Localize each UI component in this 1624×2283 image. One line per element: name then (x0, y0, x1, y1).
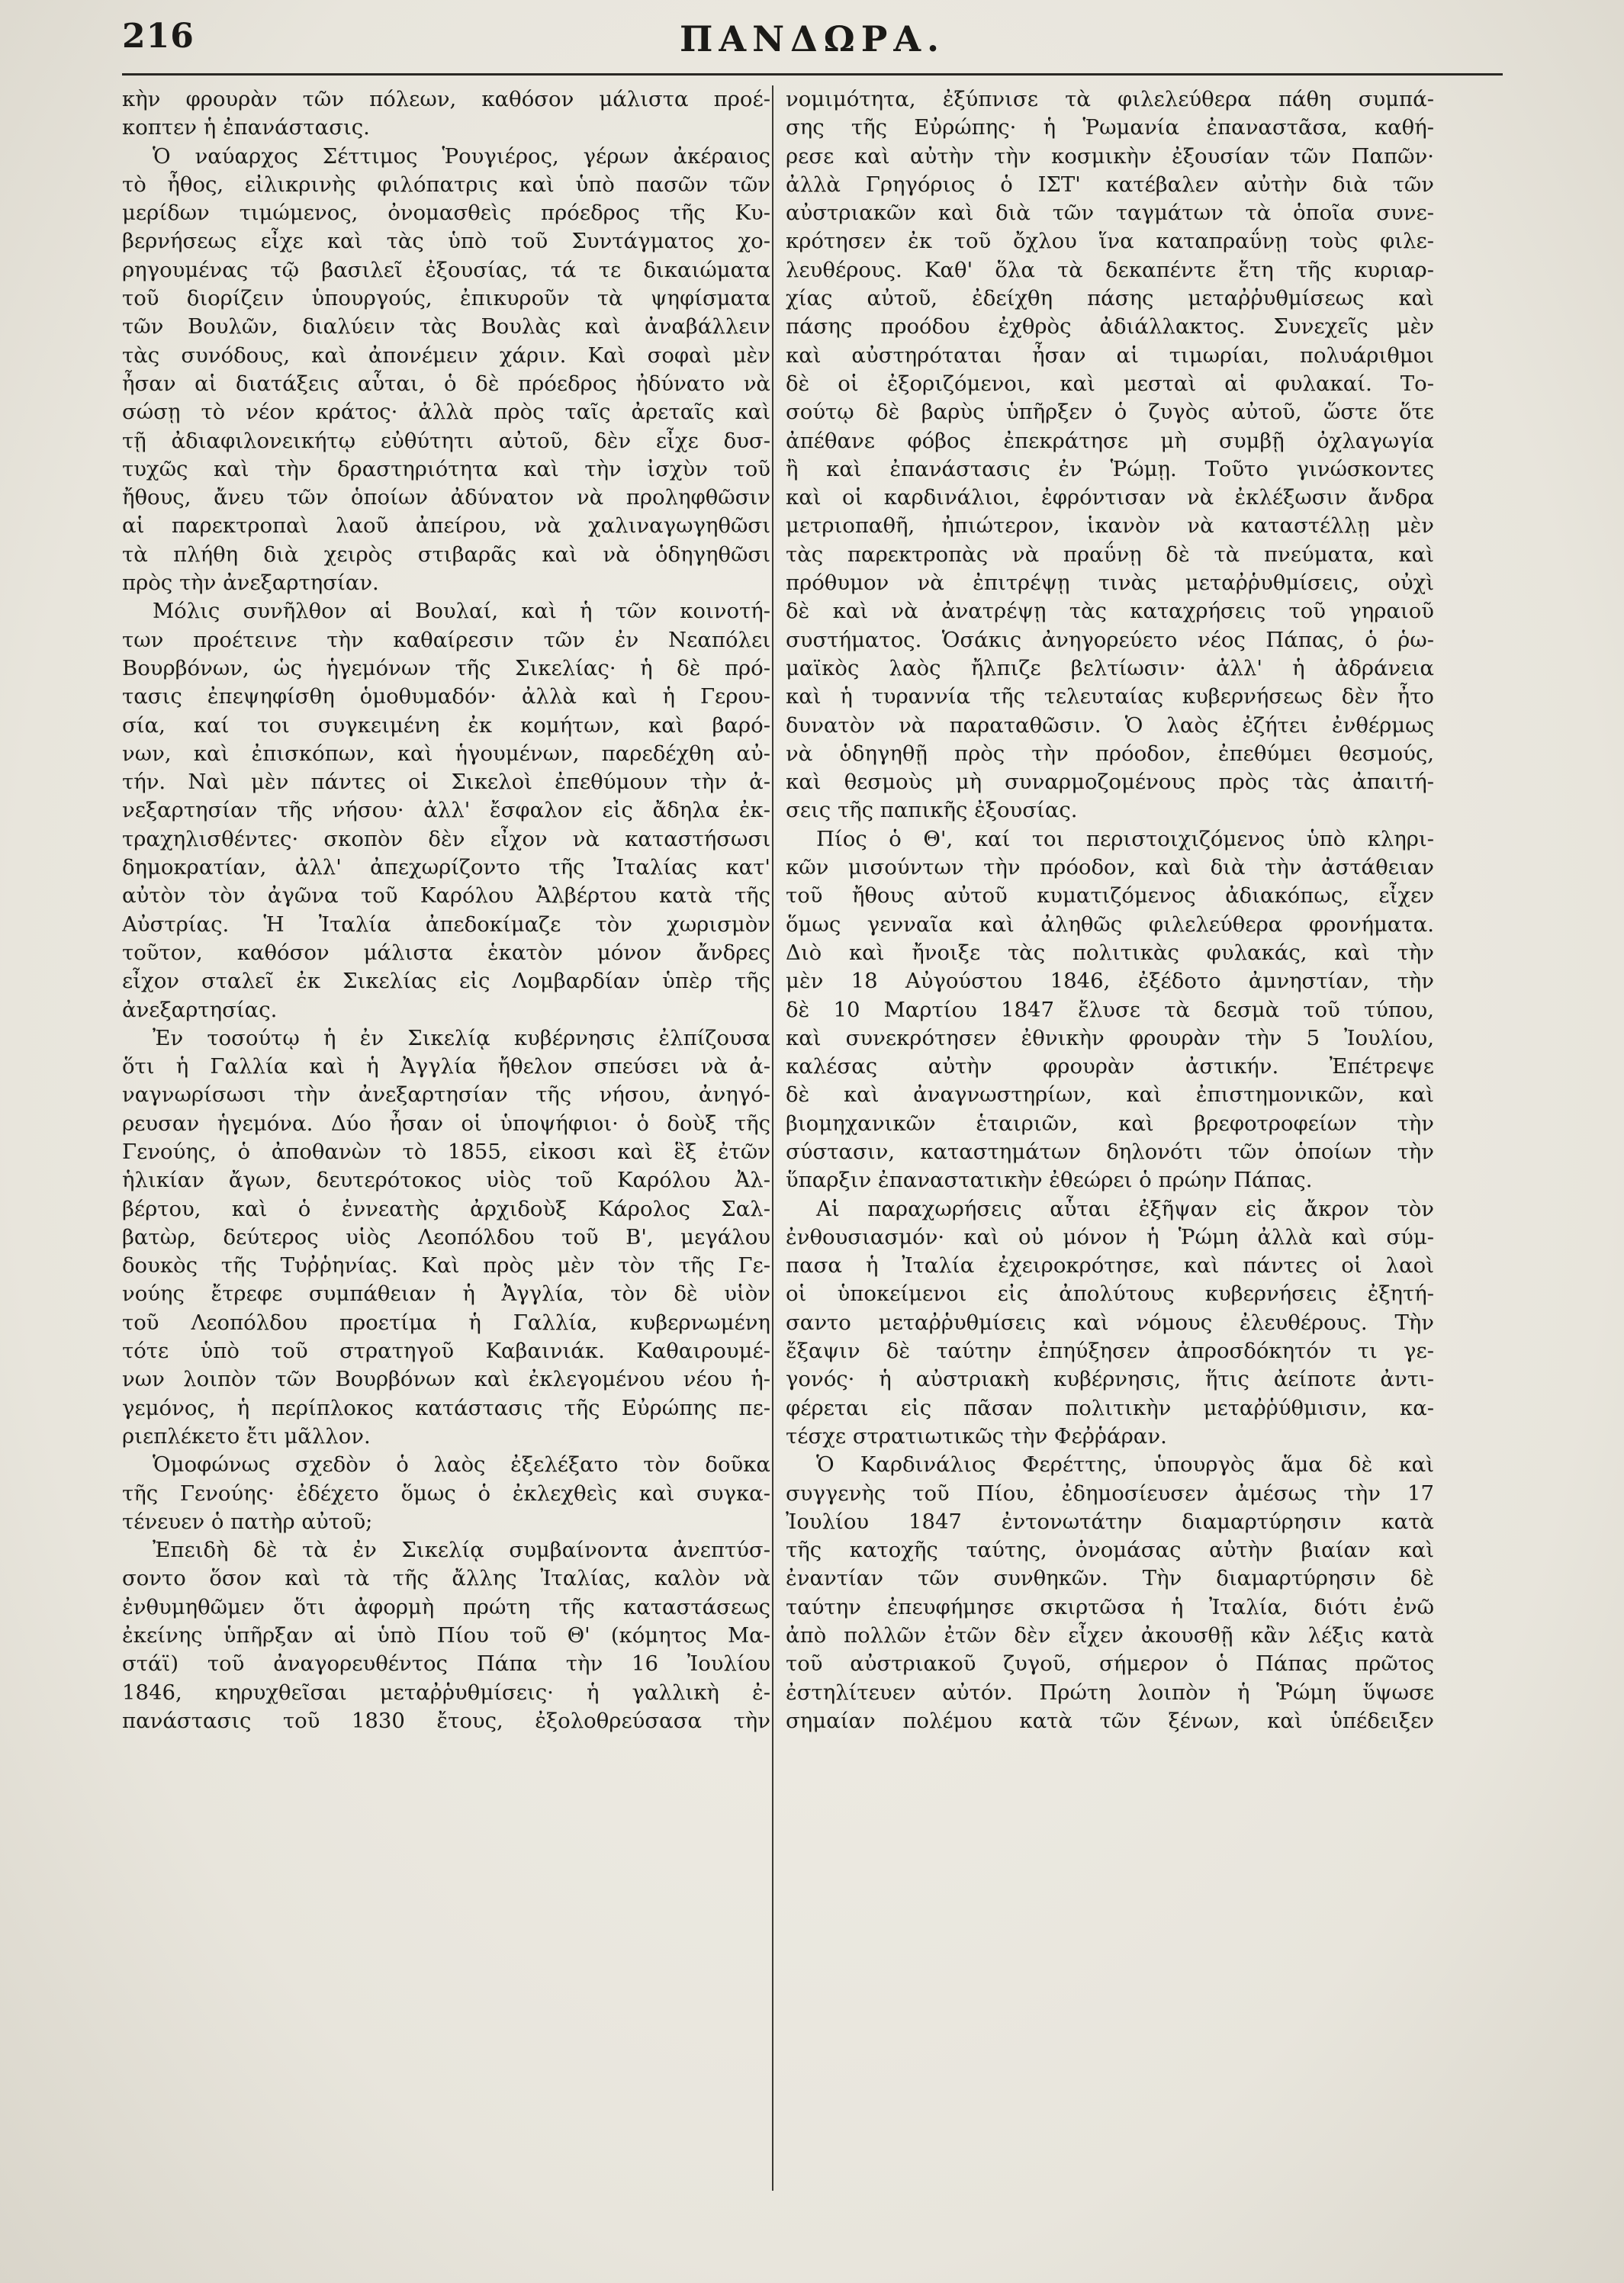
text-line: τὰς συνόδους, καὶ ἀπονέμειν χάριν. Καὶ σοφαὶ μὲν (122, 342, 770, 368)
text-line: αὐστριακῶν καὶ διὰ τῶν ταγμάτων τὰ ὁποῖα συνε- (786, 201, 1434, 226)
text-line: στάϊ) τοῦ ἀναγορευθέντος Πάπα τὴν 16 Ἰουλίου (122, 1651, 770, 1677)
text-line: τοῦ Λεοπόλδου προετίμα ἡ Γαλλία, κυβερνωμένη (122, 1310, 770, 1335)
text-line: τῆς κατοχῆς ταύτης, ὀνομάσας αὐτὴν βιαίαν καὶ (786, 1538, 1434, 1563)
text-line: τένευεν ὁ πατὴρ αὐτοῦ; (122, 1509, 373, 1534)
text-line: σύστασιν, καταστημάτων δηλονότι τῶν ὁποίων τὴν (786, 1139, 1434, 1164)
text-line: ἢ καὶ ἐπανάστασις ἐν Ῥώμῃ. Τοῦτο γινώσκοντες (786, 456, 1434, 481)
text-line: αἱ παρεκτροπαὶ λαοῦ ἀπείρου, νὰ χαλιναγωγηθῶσι (122, 513, 770, 539)
text-line: σία, καί τοι συγκειμένη ἐκ κομήτων, καὶ βαρό- (122, 712, 770, 738)
text-line: Πίος ὁ Θ', καί τοι περιστοιχιζόμενος ὑπὸ κληρι- (816, 826, 1434, 851)
text-line: βέρτου, καὶ ὁ ἐννεατὴς ἀρχιδοὺξ Κάρολος Σαλ- (122, 1196, 770, 1221)
text-line: λευθέρους. Καθ' ὅλα τὰ δεκαπέντε ἔτη τῆς κυριαρ- (786, 257, 1434, 282)
text-line: δουκὸς τῆς Τυῤῥηνίας. Καὶ πρὸς μὲν τὸν τῆς Γε- (122, 1253, 770, 1278)
text-line: καὶ θεσμοὺς μὴ συναρμοζομένους πρὸς τὰς ἀπαιτή- (786, 770, 1434, 795)
text-line: ἦσαν αἱ διατάξεις αὗται, ὁ δὲ πρόεδρος ἠδύνατο νὰ (122, 371, 770, 396)
text-line: ρεσε καὶ αὐτὴν τὴν κοσμικὴν ἐξουσίαν τῶν Παπῶν· (786, 143, 1434, 169)
text-line: πανάστασις τοῦ 1830 ἔτους, ἐξολοθρεύσασα τὴν (122, 1708, 770, 1733)
text-line: καὶ συνεκρότησεν ἐθνικὴν φρουρὰν τὴν 5 Ἰουλίου, (786, 1025, 1434, 1050)
page-number: 216 (122, 17, 195, 56)
text-line: νων λοιπὸν τῶν Βουρβόνων καὶ ἐκλεγομένου νέου ἡ- (122, 1367, 770, 1392)
text-line: τραχηλισθέντες· σκοπὸν δὲν εἶχον νὰ καταστήσωσι (122, 826, 770, 851)
text-line: ὅτι ἡ Γαλλία καὶ ἡ Ἀγγλία ἤθελον σπεύσει νὰ ἀ- (122, 1054, 770, 1079)
text-line: κῶν μισούντων τὴν πρόοδον, καὶ διὰ τὴν ἀστάθειαν (786, 855, 1434, 880)
text-line: τὸ ἦθος, εἰλικρινὴς φιλόπατρις καὶ ὑπὸ πασῶν τῶν (122, 172, 770, 197)
text-line: Ὁ Καρδινάλιος Φερέττης, ὑπουργὸς ἅμα δὲ καὶ (816, 1452, 1434, 1478)
text-line: πρὸς τὴν ἀνεξαρτησίαν. (122, 571, 379, 596)
text-line: δὲ 10 Μαρτίου 1847 ἔλυσε τὰ δεσμὰ τοῦ τύπου, (786, 997, 1434, 1022)
text-line: σεις τῆς παπικῆς ἐξουσίας. (786, 798, 1078, 823)
text-line: βιομηχανικῶν ἑταιριῶν, καὶ βρεφοτροφείων τὴν (786, 1111, 1434, 1136)
text-line: πάσης προόδου ἐχθρὸς ἀδιάλλακτος. Συνεχεῖς μὲν (786, 314, 1434, 339)
text-line: αὐτὸν τὸν ἀγῶνα τοῦ Καρόλου Ἀλβέρτου κατὰ τῆς (122, 883, 770, 908)
text-line: 1846, κηρυχθεῖσαι μεταῤῥυθμίσεις· ἡ γαλλικὴ ἐ- (122, 1680, 770, 1705)
text-line: ἐκείνης ὑπῆρξαν αἱ ὑπὸ Πίου τοῦ Θ' (κόμητος Μα- (122, 1623, 770, 1648)
text-line: τὰς παρεκτροπὰς νὰ πραΰνῃ δὲ τὰ πνεύματα, καὶ (786, 542, 1434, 567)
text-line: μετριοπαθῆ, ἠπιώτερον, ἱκανὸν νὰ καταστέλλῃ μὲν (786, 513, 1434, 539)
text-line: ἀπέθανε φόβος ἐπεκράτησε μὴ συμβῇ ὀχλαγωγία (786, 428, 1434, 453)
text-line: δὲ καὶ ἀναγνωστηρίων, καὶ ἐπιστημονικῶν, καὶ (786, 1082, 1434, 1108)
text-line: φέρεται εἰς πᾶσαν πολιτικὴν μεταῤῥύθμισιν, κα- (786, 1395, 1434, 1420)
text-line: Γενούης, ὁ ἀποθανὼν τὸ 1855, εἰκοσι καὶ ἓξ ἐτῶν (122, 1139, 770, 1164)
journal-title: ΠΑΝΔΩΡΑ. (679, 18, 946, 59)
text-line: τὰ πλήθη διὰ χειρὸς στιβαρᾶς καὶ νὰ ὁδηγηθῶσι (122, 542, 770, 567)
text-line: τοῦ ἤθους αὐτοῦ κυματιζόμενος ἀδιακόπως, εἶχεν (786, 883, 1434, 908)
text-line: σης τῆς Εὐρώπης· ἡ Ῥωμανία ἐπαναστᾶσα, καθή- (786, 115, 1434, 140)
text-line: Ἐν τοσούτῳ ἡ ἐν Σικελίᾳ κυβέρνησις ἐλπίζουσα (153, 1025, 770, 1050)
text-line: κρότησεν ἐκ τοῦ ὄχλου ἵνα καταπραΰνῃ τοὺς φιλε- (786, 229, 1434, 254)
text-line: σημαίαν πολέμου κατὰ τῶν ξένων, καὶ ὑπέδειξεν (786, 1708, 1434, 1733)
page-header (122, 17, 1503, 70)
text-line: τῆς Γενούης· ἐδέχετο ὅμως ὁ ἐκλεχθεὶς καὶ συγκα- (122, 1481, 770, 1506)
text-line: καὶ ἡ τυραννία τῆς τελευταίας κυβερνήσεως δὲν ἦτο (786, 684, 1434, 709)
text-line: τῶν Βουλῶν, διαλύειν τὰς Βουλὰς καὶ ἀναβάλλειν (122, 314, 770, 339)
text-line: σοντο ὅσον καὶ τὰ τῆς ἄλλης Ἰταλίας, καλὸν νὰ (122, 1566, 770, 1591)
text-line: Ὁμοφώνως σχεδὸν ὁ λαὸς ἐξελέξατο τὸν δοῦκα (153, 1452, 770, 1478)
text-line: ἤθους, ἄνευ τῶν ὁποίων ἀδύνατον νὰ προληφθῶσιν (122, 485, 770, 510)
text-line: ἐστηλίτευεν αὐτόν. Πρώτη λοιπὸν ἡ Ῥώμη ὕψωσε (786, 1680, 1434, 1705)
text-line: Ἐπειδὴ δὲ τὰ ἐν Σικελίᾳ συμβαίνοντα ἀνεπτύσ- (153, 1538, 770, 1563)
text-line: τῇ ἀδιαφιλονεικήτῳ εὐθύτητι αὐτοῦ, δὲν εἶχε δυσ- (122, 428, 770, 453)
text-line: κοπτεν ἡ ἐπανάστασις. (122, 115, 370, 140)
text-line: ρηγουμένας τῷ βασιλεῖ ἐξουσίας, τά τε δικαιώματα (122, 257, 770, 282)
text-line: ἐνθουσιασμόν· καὶ οὐ μόνον ἡ Ῥώμη ἀλλὰ καὶ σύμ- (786, 1224, 1434, 1249)
text-line: τοῦ αὐστριακοῦ ζυγοῦ, σήμερον ὁ Πάπας πρῶτος (786, 1651, 1434, 1677)
text-line: γονός· ἡ αὐστριακὴ κυβέρνησις, ἥτις ἀείποτε ἀντι- (786, 1367, 1434, 1392)
text-line: ἐναντίαν τῶν συνθηκῶν. Τὴν διαμαρτύρησιν δὲ (786, 1566, 1434, 1591)
text-line: δυνατὸν νὰ παραταθῶσιν. Ὁ λαὸς ἐζήτει ἐνθέρμως (786, 712, 1434, 738)
text-line: ἐνθυμηθῶμεν ὅτι ἀφορμὴ πρώτη τῆς καταστάσεως (122, 1594, 770, 1619)
left-column (122, 85, 770, 1735)
text-line: τοῦ διορίζειν ὑπουργούς, ἐπικυροῦν τὰ ψηφίσματα (122, 286, 770, 311)
text-line: τότε ὑπὸ τοῦ στρατηγοῦ Καβαινιάκ. Καθαιρουμέ- (122, 1339, 770, 1364)
text-line: τήν. Ναὶ μὲν πάντες οἱ Σικελοὶ ἐπεθύμουν τὴν ἀ- (122, 770, 770, 795)
text-line: δημοκρατίαν, ἀλλ' ἀπεχωρίζοντο τῆς Ἰταλίας κατ' (122, 855, 770, 880)
text-line: Ὁ ναύαρχος Σέττιμος Ῥουγιέρος, γέρων ἀκέραιος (153, 143, 770, 169)
text-line: συστήματος. Ὁσάκις ἀνηγορεύετο νέος Πάπας, ὁ ῥω- (786, 627, 1434, 652)
text-line: κὴν φρουρὰν τῶν πόλεων, καθόσον μάλιστα προέ- (122, 87, 770, 111)
text-line: ἡλικίαν ἄγων, δευτερότοκος υἱὸς τοῦ Καρόλου Ἀλ- (122, 1168, 770, 1193)
text-line: Ἰουλίου 1847 ἐντονωτάτην διαμαρτύρησιν κατὰ (786, 1509, 1434, 1534)
text-line: ναγνωρίσωσι τὴν ἀνεξαρτησίαν τῆς νήσου, ἀνηγό- (122, 1082, 770, 1108)
text-line: Διὸ καὶ ἤνοιξε τὰς πολιτικὰς φυλακάς, καὶ τὴν (786, 940, 1434, 965)
text-line: γεμόνος, ἡ περίπλοκος κατάστασις τῆς Εὐρώπης πε- (122, 1395, 770, 1420)
text-line: τοῦτον, καθόσον μάλιστα ἑκατὸν μόνον ἄνδρες (122, 940, 770, 965)
text-line: Βουρβόνων, ὡς ἡγεμόνων τῆς Σικελίας· ἡ δὲ πρό- (122, 655, 770, 680)
text-line: Αἱ παραχωρήσεις αὗται ἐξῆψαν εἰς ἄκρον τὸν (816, 1196, 1434, 1221)
right-column (786, 85, 1434, 1735)
text-line: σούτῳ δὲ βαρὺς ὑπῆρξεν ὁ ζυγὸς αὐτοῦ, ὥστε ὅτε (786, 400, 1434, 425)
text-line: ὅμως γενναῖα καὶ ἀληθῶς φιλελεύθερα φρονήματα. (786, 912, 1434, 937)
text-line: νων, καὶ ἐπισκόπων, καὶ ἡγουμένων, παρεδέχθη αὐ- (122, 741, 770, 766)
text-line: νὰ ὁδηγηθῇ πρὸς τὴν πρόοδον, ἐπεθύμει θεσμούς, (786, 741, 1434, 766)
text-line: Αὐστρίας. Ἡ Ἰταλία ἀπεδοκίμαζε τὸν χωρισμὸν (122, 912, 770, 937)
text-line: ἔξαψιν δὲ ταύτην ἐπηύξησεν ἀπροσδόκητόν τι γε- (786, 1339, 1434, 1364)
column-divider (772, 85, 773, 2191)
text-line: σώσῃ τὸ νέον κράτος· ἀλλὰ πρὸς ταῖς ἀρεταῖς καὶ (122, 400, 770, 425)
text-line: πρόθυμον νὰ ἐπιτρέψῃ τινὰς μεταῤῥυθμίσεις, οὐχὶ (786, 571, 1434, 596)
text-line: δὲ καὶ νὰ ἀνατρέψῃ τὰς καταχρήσεις τοῦ γηραιοῦ (786, 599, 1434, 624)
text-line: νούης ἔτρεφε συμπάθειαν ἡ Ἀγγλία, τὸν δὲ υἱὸν (122, 1281, 770, 1307)
text-line: καὶ οἱ καρδινάλιοι, ἐφρόντισαν νὰ ἐκλέξωσιν ἄνδρα (786, 485, 1434, 510)
text-line: εἶχον σταλεῖ ἐκ Σικελίας εἰς Λομβαρδίαν ὑπὲρ τῆς (122, 969, 770, 994)
text-line: καλέσας αὐτὴν φρουρὰν ἀστικήν. Ἐπέτρεψε (786, 1054, 1434, 1079)
text-line: ὕπαρξιν ἐπαναστατικὴν ἐθεώρει ὁ πρώην Πάπας. (786, 1168, 1313, 1193)
text-line: των προέτεινε τὴν καθαίρεσιν τῶν ἐν Νεαπόλει (122, 627, 770, 652)
text-line: μερίδων τιμώμενος, ὀνομασθεὶς πρόεδρος τῆς Κυ- (122, 201, 770, 226)
text-line: μαϊκὸς λαὸς ἤλπιζε βελτίωσιν· ἀλλ' ἡ ἀδράνεια (786, 655, 1434, 680)
text-line: σαντο μεταῤῥυθμίσεις καὶ νόμους ἐλευθέρους. Τὴν (786, 1310, 1434, 1335)
text-line: τυχῶς καὶ τὴν δραστηριότητα καὶ τὴν ἰσχὺν τοῦ (122, 456, 770, 481)
text-line: καὶ αὐστηρόταται ἦσαν αἱ τιμωρίαι, πολυάριθμοι (786, 342, 1434, 368)
text-line: δὲ οἱ ἐξοριζόμενοι, καὶ μεσταὶ αἱ φυλακαί. Το- (786, 371, 1434, 396)
text-line: χίας αὐτοῦ, ἐδείχθη πάσης μεταῤῥυθμίσεως καὶ (786, 286, 1434, 311)
text-line: ἀλλὰ Γρηγόριος ὁ ΙΣΤ' κατέβαλεν αὐτὴν διὰ τῶν (786, 172, 1434, 197)
header-rule (122, 73, 1503, 76)
text-line: τασις ἐπεψηφίσθη ὁμοθυμαδόν· ἀλλὰ καὶ ἡ Γερου- (122, 684, 770, 709)
text-line: νομιμότητα, ἐξύπνισε τὰ φιλελεύθερα πάθη συμπά- (786, 87, 1434, 111)
text-line: ἀνεξαρτησίας. (122, 997, 278, 1022)
text-line: συγγενὴς τοῦ Πίου, ἐδημοσίευσεν ἀμέσως τὴν 17 (786, 1481, 1434, 1506)
text-line: οἱ ὑποκείμενοι εἰς ἀπολύτους κυβερνήσεις ἐξητή- (786, 1281, 1434, 1307)
text-line: Μόλις συνῆλθον αἱ Βουλαί, καὶ ἡ τῶν κοινοτή- (153, 599, 770, 624)
text-line: μὲν 18 Αὐγούστου 1846, ἐξέδοτο ἀμνηστίαν, τὴν (786, 969, 1434, 994)
text-line: πασα ἡ Ἰταλία ἐχειροκρότησε, καὶ πάντες οἱ λαοὶ (786, 1253, 1434, 1278)
text-line: τέσχε στρατιωτικῶς τὴν Φεῤῥάραν. (786, 1423, 1167, 1449)
text-line: ταύτην ἐπευφήμησε σκιρτῶσα ἡ Ἰταλία, διότι ἐνῶ (786, 1594, 1434, 1619)
text-line: ἀπὸ πολλῶν ἐτῶν δὲν εἶχεν ἀκουσθῇ κἂν λέξις κατὰ (786, 1623, 1434, 1648)
text-line: ριεπλέκετο ἔτι μᾶλλον. (122, 1423, 371, 1449)
text-line: βατὼρ, δεύτερος υἱὸς Λεοπόλδου τοῦ Β', μεγάλου (122, 1224, 770, 1249)
text-line: νεξαρτησίαν τῆς νήσου· ἀλλ' ἔσφαλον εἰς ἄδηλα ἐκ- (122, 798, 770, 823)
text-line: βερνήσεως εἶχε καὶ τὰς ὑπὸ τοῦ Συντάγματος χο- (122, 229, 770, 254)
text-line: ρευσαν ἡγεμόνα. Δύο ἦσαν οἱ ὑποψήφιοι· ὁ δοὺξ τῆς (122, 1111, 770, 1136)
